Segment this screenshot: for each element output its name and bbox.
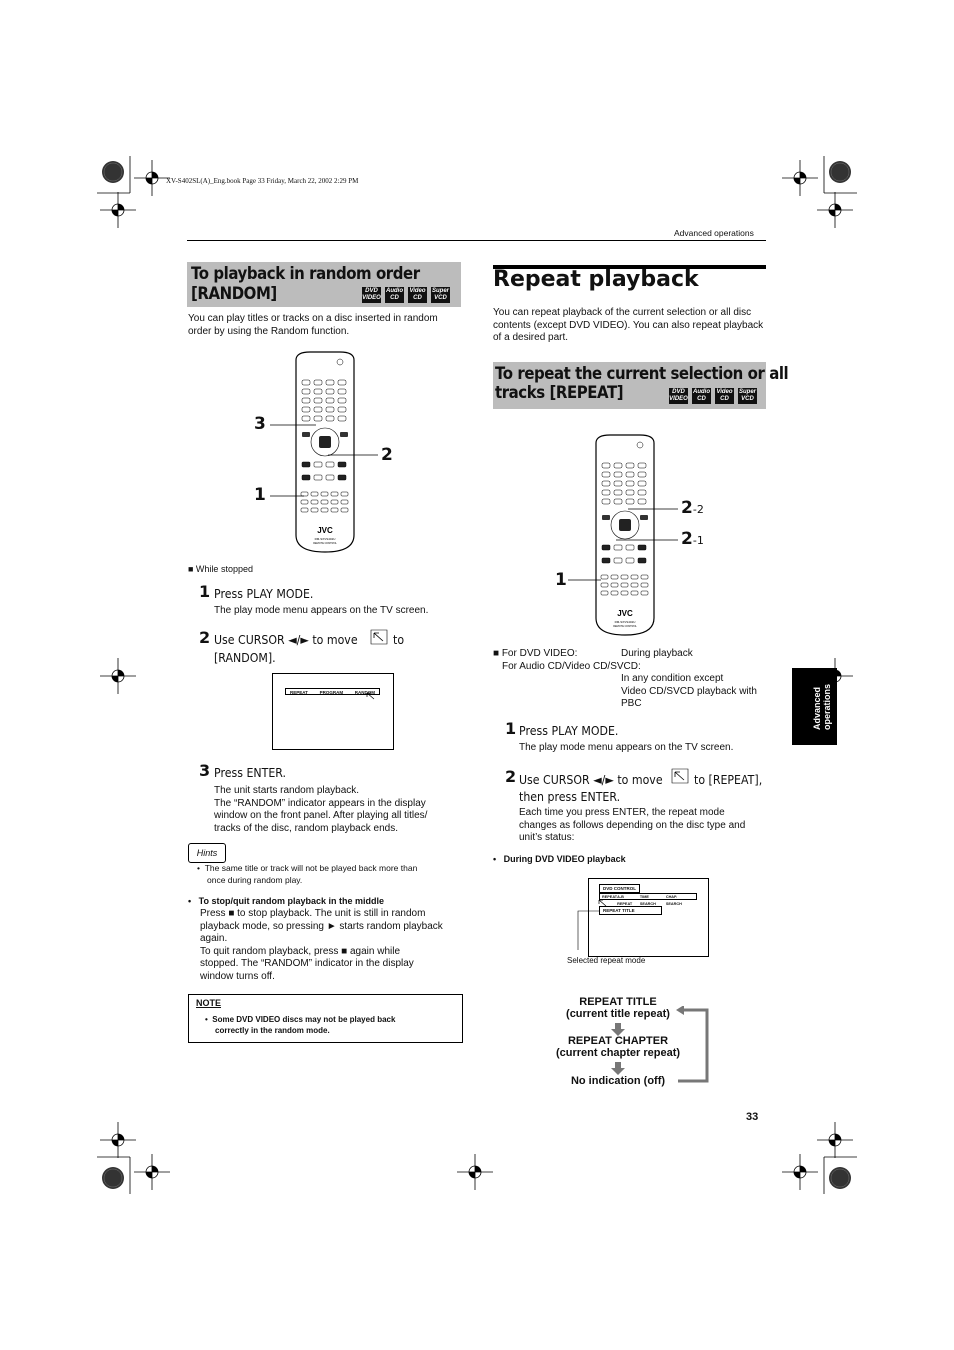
cond-dvd-label: ■ For DVD VIDEO: — [493, 648, 578, 659]
selected-caption: Selected repeat mode — [567, 956, 646, 965]
hints-label: Hints — [196, 848, 218, 858]
badge-super-vcd: Super VCD — [431, 288, 449, 301]
during-dvd-text: During DVD VIDEO playback — [503, 854, 626, 864]
random-intro-line1: You can play titles or tracks on a disc inserted in random — [188, 313, 438, 324]
cond-cd-value — [621, 673, 757, 711]
random-callout-lines — [268, 420, 388, 510]
step3-note-line: The “RANDOM” indicator appears in the display — [214, 797, 426, 809]
cursor-icon — [670, 767, 690, 785]
hint-line: The same title or track will not be played back more than — [204, 863, 418, 873]
dvd-control-menu — [599, 893, 697, 906]
random-badges — [362, 287, 450, 303]
cycle-off: No indication (off) — [570, 1075, 666, 1087]
random-tv-screen — [272, 673, 394, 750]
stop-line: To quit random playback, press ■ again while — [200, 945, 401, 957]
step2-note-line: changes as follows depending on the disc type and — [519, 819, 746, 831]
badge-super-vcd: Super VCD — [738, 389, 756, 402]
cond-cd-line: In any condition except — [621, 673, 724, 684]
callout-2-1-main: 2 — [681, 529, 693, 549]
stop-text — [200, 908, 443, 984]
step2-note-line: Each time you press ENTER, the repeat mode — [519, 807, 725, 818]
random-title-line1: To playback in random order — [191, 264, 420, 284]
random-step3-number: 3 — [199, 761, 211, 780]
repeat-intro-line: contents (except DVD VIDEO). You can also repeat playback — [493, 319, 764, 331]
during-dvd: • During DVD VIDEO playback — [493, 854, 626, 864]
callout-1: 1 — [555, 570, 567, 590]
random-step3-text: Press ENTER. — [214, 765, 287, 780]
repeat-intro-line: You can repeat playback of the current selection or all disc — [493, 307, 752, 318]
cond-cd-line: Video CD/SVCD playback with — [621, 685, 757, 697]
side-tab-line2: operations — [822, 683, 832, 730]
step3-note-line: tracks of the disc, random playback ends. — [214, 822, 398, 834]
cycle-item-line2: (current chapter repeat) — [555, 1047, 681, 1059]
remote-model: RM-SXVS402U — [314, 537, 336, 541]
repeat-step1-note: The play mode menu appears on the TV screen. — [519, 742, 734, 753]
stop-line: window turns off. — [200, 970, 275, 982]
cycle-return-arrow — [676, 1006, 712, 1086]
note-box — [188, 994, 463, 1043]
step2-note-line: unit’s status: — [519, 832, 575, 844]
stop-title-text: To stop/quit random playback in the middle — [198, 896, 385, 906]
menu-ab-repeat: A-B REPEAT — [617, 895, 633, 906]
callout-2-2-sub: -2 — [692, 503, 704, 516]
repeat-intro — [493, 307, 763, 345]
section-header: Advanced operations — [674, 228, 754, 238]
callout-2: 2 — [381, 445, 393, 465]
page-number: 33 — [746, 1111, 759, 1123]
note-line: correctly in the random mode. — [215, 1026, 330, 1035]
stop-line: stopped. The “RANDOM” indicator in the display — [200, 958, 414, 970]
repeat-intro-line: of a desired part. — [493, 332, 569, 344]
header-rule — [187, 240, 766, 241]
pointer-icon — [366, 692, 376, 702]
repeat-step1-number: 1 — [505, 719, 517, 738]
menu-repeat: REPEAT — [290, 690, 308, 695]
random-step1-number: 1 — [199, 582, 211, 601]
remote-brand: JVC — [317, 526, 333, 535]
remote-caption: REMOTE CONTROL — [613, 625, 637, 628]
repeat-step2-text-c: then press ENTER. — [519, 789, 621, 804]
menu-time-search: TIME SEARCH — [639, 895, 656, 906]
menu-repeat: REPEAT — [602, 895, 618, 899]
menu-random: RANDOM — [354, 690, 375, 695]
stop-line: again. — [200, 933, 228, 945]
random-intro-line2: order by using the Random function. — [188, 325, 350, 337]
side-tab-line1: Advanced — [812, 686, 822, 730]
note-line: Some DVD VIDEO discs may not be played back — [212, 1015, 396, 1024]
cycle-item-line1: REPEAT TITLE — [579, 996, 657, 1008]
step3-note-line: window on the front panel. After playing all titles/ — [214, 810, 428, 822]
badge-dvd-video: DVD VIDEO — [669, 389, 688, 402]
screen-title: DVD CONTROL — [599, 884, 640, 893]
badge-audio-cd: Audio CD — [693, 389, 710, 402]
random-step1-text: Press PLAY MODE. — [214, 586, 314, 601]
remote-brand: JVC — [617, 609, 633, 618]
cond-dvd-value: During playback — [621, 648, 693, 659]
repeat-step2-text-a: Use CURSOR ◄/► to move — [519, 772, 663, 787]
random-title-bar — [187, 262, 461, 307]
repeat-callout-lines — [566, 500, 686, 590]
side-tab-text — [812, 684, 832, 730]
random-intro — [188, 313, 438, 338]
repeat-step2-note — [519, 807, 745, 845]
repeat-badges — [669, 388, 757, 404]
stop-line: Press ■ to stop playback. The unit is still in random — [200, 908, 426, 919]
repeat-subtitle-bar — [493, 362, 789, 409]
random-step2-number: 2 — [199, 628, 211, 647]
repeat-step1-text: Press PLAY MODE. — [519, 723, 619, 738]
selected-mode-leader — [570, 905, 610, 955]
menu-chap-search: CHAP. SEARCH — [665, 895, 682, 906]
cond-cd-line: PBC — [621, 698, 642, 710]
callout-2-2-main: 2 — [681, 498, 693, 518]
callout-1: 1 — [254, 485, 266, 505]
cycle-item-line2: (current title repeat) — [566, 1008, 670, 1020]
selected-repeat-mode: REPEAT TITLE — [599, 906, 662, 915]
random-step2-text-a: Use CURSOR ◄/► to move — [214, 632, 358, 647]
arrow-down-icon — [611, 1062, 625, 1076]
hints-icon — [188, 843, 226, 863]
repeat-step2-number: 2 — [505, 767, 517, 786]
badge-audio-cd: Audio CD — [386, 288, 403, 301]
menu-program: PROGRAM — [319, 690, 344, 695]
repeat-subtitle-line1: To repeat the current selection or all — [495, 364, 789, 384]
repeat-title: Repeat playback — [493, 267, 699, 292]
repeat-step2-text-b: to [REPEAT], — [694, 772, 763, 787]
random-step1-note: The play mode menu appears on the TV screen. — [214, 605, 429, 616]
badge-video-cd: Video CD — [409, 288, 426, 301]
file-info: XV-S402SL(A)_Eng.book Page 33 Friday, March 22, 2002 2:29 PM — [166, 177, 359, 185]
note-label: NOTE — [196, 998, 222, 1008]
step3-note-line: The unit starts random playback. — [214, 785, 360, 796]
remote-model: RM-SXVS402U — [614, 620, 636, 624]
random-step2-text-c: [RANDOM]. — [214, 650, 276, 665]
hints-text: • The same title or track will not be played back more than once during random play. — [197, 863, 418, 885]
random-title-line2: [RANDOM] — [191, 284, 277, 304]
random-step2-text-b: to — [393, 632, 405, 647]
random-step3-note — [214, 785, 427, 835]
cursor-icon — [369, 628, 389, 646]
callout-3: 3 — [254, 414, 266, 434]
stop-title: • To stop/quit random playback in the middle — [188, 896, 385, 906]
stop-line: playback mode, so pressing ► starts random playback — [200, 920, 443, 932]
hint-line: once during random play. — [207, 875, 303, 885]
callout-2-1-sub: -1 — [692, 534, 704, 547]
side-tab — [792, 668, 837, 745]
while-stopped: ■ While stopped — [188, 564, 253, 574]
remote-caption: REMOTE CONTROL — [313, 542, 337, 545]
note-text: • Some DVD VIDEO discs may not be played back correctly in the random mode. — [205, 1015, 396, 1035]
badge-video-cd: Video CD — [716, 389, 733, 402]
cycle-item-line1: REPEAT CHAPTER — [567, 1035, 669, 1047]
badge-dvd-video: DVD VIDEO — [362, 288, 381, 301]
cond-cd-label: For Audio CD/Video CD/SVCD: — [502, 661, 641, 672]
repeat-subtitle-line2: tracks [REPEAT] — [495, 383, 624, 403]
